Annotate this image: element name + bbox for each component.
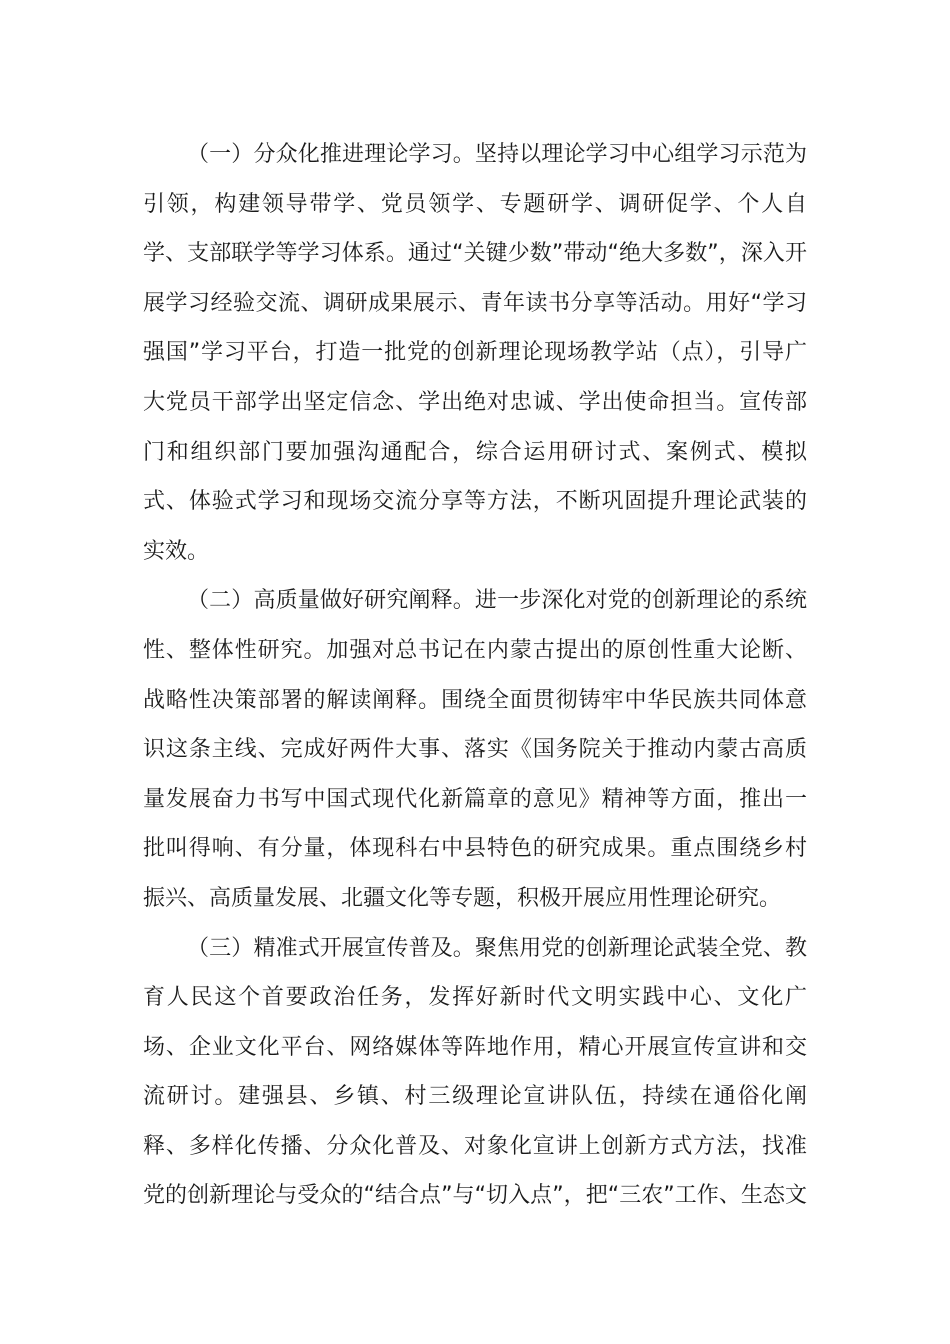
text-line: （三）精准式开展宣传普及。聚焦用党的创新理论武装全党、教 — [187, 935, 807, 961]
text-line: 展学习经验交流、调研成果展示、青年读书分享等活动。用好“学习 — [143, 290, 807, 316]
text-line: 实效。 — [143, 538, 210, 564]
text-line: 识这条主线、完成好两件大事、落实《国务院关于推动内蒙古高质 — [143, 737, 807, 763]
text-line: 学、支部联学等学习体系。通过“关键少数”带动“绝大多数”，深入开 — [143, 241, 807, 267]
text-line: 性、整体性研究。加强对总书记在内蒙古提出的原创性重大论断、 — [143, 637, 807, 663]
text-line: 战略性决策部署的解读阐释。围绕全面贯彻铸牢中华民族共同体意 — [143, 687, 807, 713]
text-line: 党的创新理论与受众的“结合点”与“切入点”，把“三农”工作、生态文 — [143, 1183, 807, 1209]
text-line: 育人民这个首要政治任务，发挥好新时代文明实践中心、文化广 — [143, 985, 807, 1011]
text-line: 量发展奋力书写中国式现代化新篇章的意见》精神等方面，推出一 — [143, 786, 807, 812]
paragraph-research — [143, 576, 807, 923]
text-line: （一）分众化推进理论学习。坚持以理论学习中心组学习示范为 — [187, 142, 807, 167]
paragraph-study — [143, 130, 807, 576]
text-line: 流研讨。建强县、乡镇、村三级理论宣讲队伍，持续在通俗化阐 — [143, 1084, 807, 1110]
text-line: 强国”学习平台，打造一批党的创新理论现场教学站（点），引导广 — [143, 340, 807, 366]
paragraph-publicity — [143, 924, 807, 1222]
text-line: 场、企业文化平台、网络媒体等阵地作用，精心开展宣传宣讲和交 — [143, 1034, 807, 1060]
text-line: 门和组织部门要加强沟通配合，综合运用研讨式、案例式、模拟 — [143, 439, 807, 465]
text-line: 批叫得响、有分量，体现科右中县特色的研究成果。重点围绕乡村 — [143, 836, 807, 862]
text-line: （二）高质量做好研究阐释。进一步深化对党的创新理论的系统 — [187, 588, 807, 614]
text-line: 振兴、高质量发展、北疆文化等专题，积极开展应用性理论研究。 — [143, 885, 782, 911]
text-line: 引领，构建领导带学、党员领学、专题研学、调研促学、个人自 — [143, 191, 807, 217]
text-line: 释、多样化传播、分众化普及、对象化宣讲上创新方式方法，找准 — [143, 1133, 807, 1159]
text-line: 式、体验式学习和现场交流分享等方法，不断巩固提升理论武装的 — [143, 489, 807, 515]
document-body — [143, 130, 807, 1221]
text-line: 大党员干部学出坚定信念、学出绝对忠诚、学出使命担当。宣传部 — [143, 389, 807, 415]
